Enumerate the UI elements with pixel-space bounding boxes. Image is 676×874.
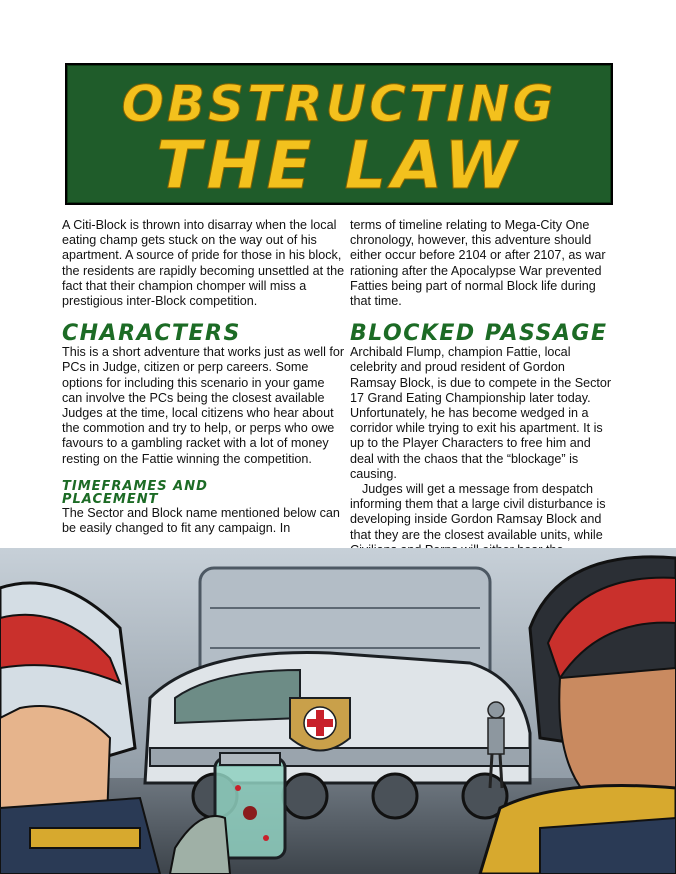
column-right bbox=[350, 218, 614, 558]
title-line-1: OBSTRUCTING bbox=[121, 75, 557, 133]
characters-heading: CHARACTERS bbox=[62, 321, 241, 347]
comic-illustration bbox=[0, 548, 676, 874]
characters-paragraph: This is a short adventure that works just as well for PCs in Judge, citizen or perp careers. Some options for including this scenario in your game can involve the PCs being the closest available Judges at the time, local citizens who hear about the commotion and try to help, or perps who owe favours to a gambling racket with a lot of money resting on the Fattie winning the competition. bbox=[62, 345, 345, 466]
timeframes-heading-line-1: TIMEFRAMES AND bbox=[62, 478, 208, 494]
blocked-passage-heading: BLOCKED PASSAGE bbox=[350, 321, 608, 347]
medical-cross-emblem bbox=[290, 698, 350, 751]
judges-paragraph: Judges will get a message from despatch informing them that a large civil disturbance is developing inside Gordon Ramsay Block and that they are the closest available units, while bbox=[350, 482, 606, 542]
timeframes-paragraph: The Sector and Block name mentioned below can be easily changed to fit any campaign. In bbox=[62, 505, 340, 536]
column-left bbox=[62, 218, 348, 536]
timeline-paragraph: terms of timeline relating to Mega-City One chronology, however, this adventure should either occur before 2104 or after 2107, as war rationing after the Apocalypse War prevented Fatties being part of normal Block life during that time. bbox=[350, 218, 606, 309]
title-banner bbox=[65, 63, 613, 205]
intro-paragraph: A Citi-Block is thrown into disarray when the local eating champ gets stuck on the way out of his apartment. A source of pride for those in his block, the residents are rapidly becoming unsettled at the fact that their champion chomper will miss a prestigious inter-Block competition. bbox=[62, 218, 345, 309]
blocked-passage-paragraph: Archibald Flump, champion Fattie, local celebrity and proud resident of Gordon Ramsay Block, is due to compete in the Sector 17 Grand Eating Championship later today. Unfortunately, he has become wedged in a corridor while trying to exit his apartment. It is up to the Player Characters to free him and deal with the chaos that the “blockage” is causing. bbox=[350, 345, 612, 481]
title-line-2: THE LAW bbox=[156, 127, 522, 204]
timeframes-heading-line-2: PLACEMENT bbox=[62, 491, 159, 507]
